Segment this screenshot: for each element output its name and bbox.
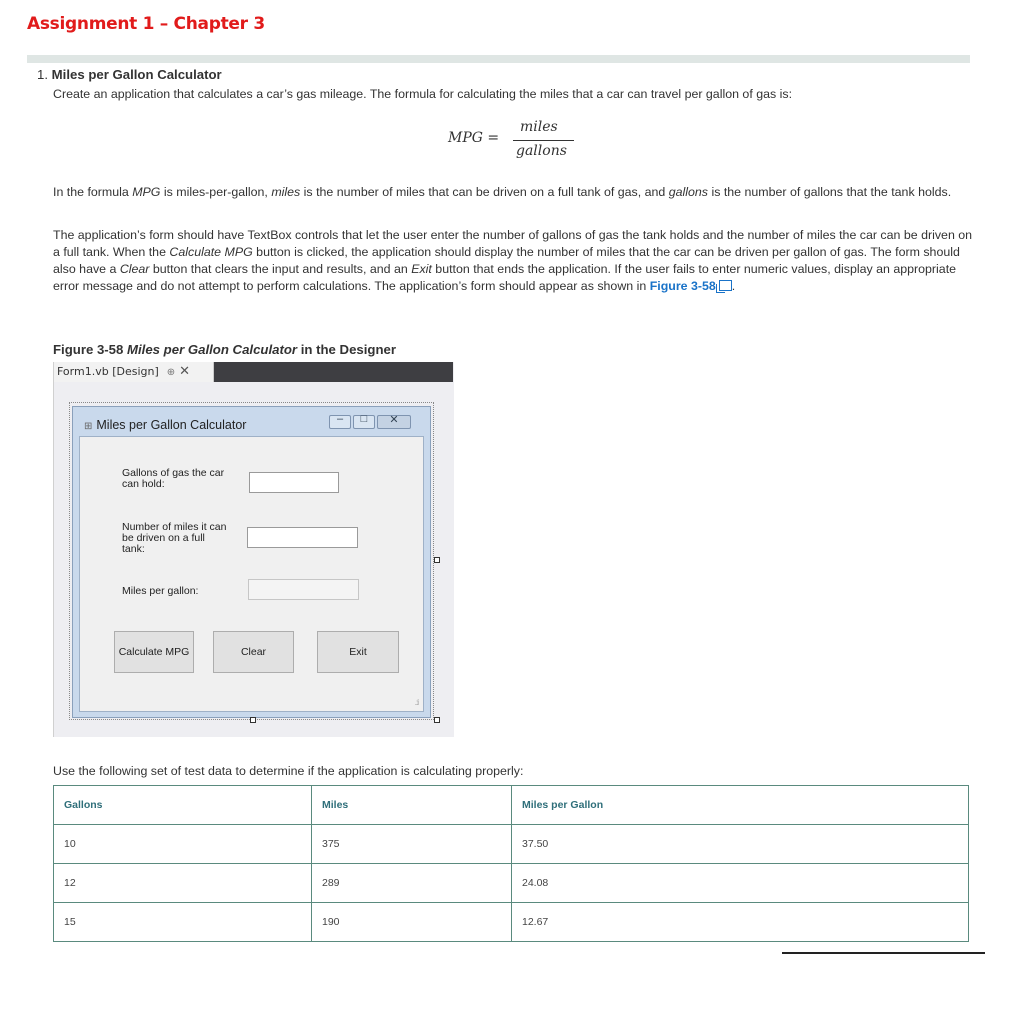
resize-handle-bottom[interactable]	[250, 717, 256, 723]
test-data-intro: Use the following set of test data to determine if the application is calculating properly:	[53, 764, 524, 778]
resize-grip-icon[interactable]: .:i	[414, 698, 418, 707]
cell-gallons: 12	[54, 864, 312, 903]
header-gallons: Gallons	[54, 786, 312, 825]
gallons-label: Gallons of gas the car can hold:	[122, 467, 225, 490]
designer-tab[interactable]: Form1.vb [Design] ⊕ ✕	[54, 362, 214, 382]
test-data-table	[53, 785, 969, 942]
form-window	[72, 406, 431, 718]
problem-number: 1.	[37, 67, 48, 82]
cell-miles: 375	[312, 825, 512, 864]
calculate-mpg-button[interactable]: Calculate MPG	[114, 631, 194, 673]
close-icon: ✕	[389, 414, 399, 426]
form-client-area	[79, 436, 424, 712]
minimize-icon: –	[336, 413, 344, 425]
maximize-button[interactable]	[353, 415, 375, 429]
formula-explanation: In the formula MPG is miles-per-gallon, miles is the number of miles that can be driven on a full tank of gas, and gallons is the number of gallons that the tank holds.	[53, 185, 952, 199]
figure-link[interactable]: Figure 3-58	[649, 279, 716, 293]
close-button[interactable]	[377, 415, 411, 429]
miles-input[interactable]	[247, 527, 358, 548]
fraction-bar	[513, 140, 574, 141]
mpg-output	[248, 579, 359, 600]
clear-button[interactable]: Clear	[213, 631, 294, 673]
bottom-rule	[782, 952, 985, 954]
cell-mpg: 12.67	[512, 903, 969, 942]
table-row	[54, 864, 969, 903]
header-miles: Miles	[312, 786, 512, 825]
requirements-paragraph: The application’s form should have TextBox controls that let the user enter the number of gallons of gas the tank holds and the number of miles the car can be driven on a full tank. When the Calculate MPG button is clicked, the application should display the number of miles that the car can be driven per gallon of gas. The form should also have a Clear button that clears the input and results, and an Exit button that ends the application. If the user fails to enter numeric values, display an appropriate error message and do not attempt to perform calculations. The application’s form should appear as shown in Figure 3-58 .	[53, 228, 973, 293]
miles-label: Number of miles it can be driven on a full tank:	[122, 521, 227, 555]
cell-miles: 190	[312, 903, 512, 942]
cell-miles: 289	[312, 864, 512, 903]
maximize-icon: □	[360, 413, 368, 425]
cell-mpg: 24.08	[512, 864, 969, 903]
mpg-formula	[0, 119, 1022, 163]
cell-gallons: 10	[54, 825, 312, 864]
close-tab-icon[interactable]: ✕	[179, 364, 191, 379]
exit-button[interactable]: Exit	[317, 631, 399, 673]
designer-figure	[53, 362, 454, 737]
problem-title: Miles per Gallon Calculator	[51, 67, 222, 82]
table-header-row	[54, 786, 969, 825]
formula-denominator: gallons	[516, 143, 567, 159]
gallons-input[interactable]	[249, 472, 339, 493]
minimize-button[interactable]	[329, 415, 351, 429]
pin-icon[interactable]: ⊕	[166, 367, 176, 378]
mpg-label: Miles per gallon:	[122, 585, 199, 597]
intro-paragraph: Create an application that calculates a car’s gas mileage. The formula for calculating the miles that a car can travel per gallon of gas is:	[53, 87, 793, 101]
cell-gallons: 15	[54, 903, 312, 942]
header-mpg: Miles per Gallon	[512, 786, 969, 825]
assignment-heading: Assignment 1 – Chapter 3	[27, 14, 265, 34]
formula-lhs: MPG =	[448, 130, 500, 146]
cell-mpg: 37.50	[512, 825, 969, 864]
table-row	[54, 825, 969, 864]
designer-tabstrip	[54, 362, 453, 382]
problem-heading	[37, 67, 222, 82]
resize-handle-corner[interactable]	[434, 717, 440, 723]
open-figure-icon[interactable]	[719, 280, 732, 291]
resize-handle-right[interactable]	[434, 557, 440, 563]
form-title: ⊞ Miles per Gallon Calculator	[84, 418, 247, 432]
table-row	[54, 903, 969, 942]
formula-numerator: miles	[520, 119, 558, 135]
figure-caption: Figure 3-58 Miles per Gallon Calculator in the Designer	[53, 342, 396, 357]
section-divider	[27, 55, 970, 63]
form-icon: ⊞	[84, 421, 93, 432]
